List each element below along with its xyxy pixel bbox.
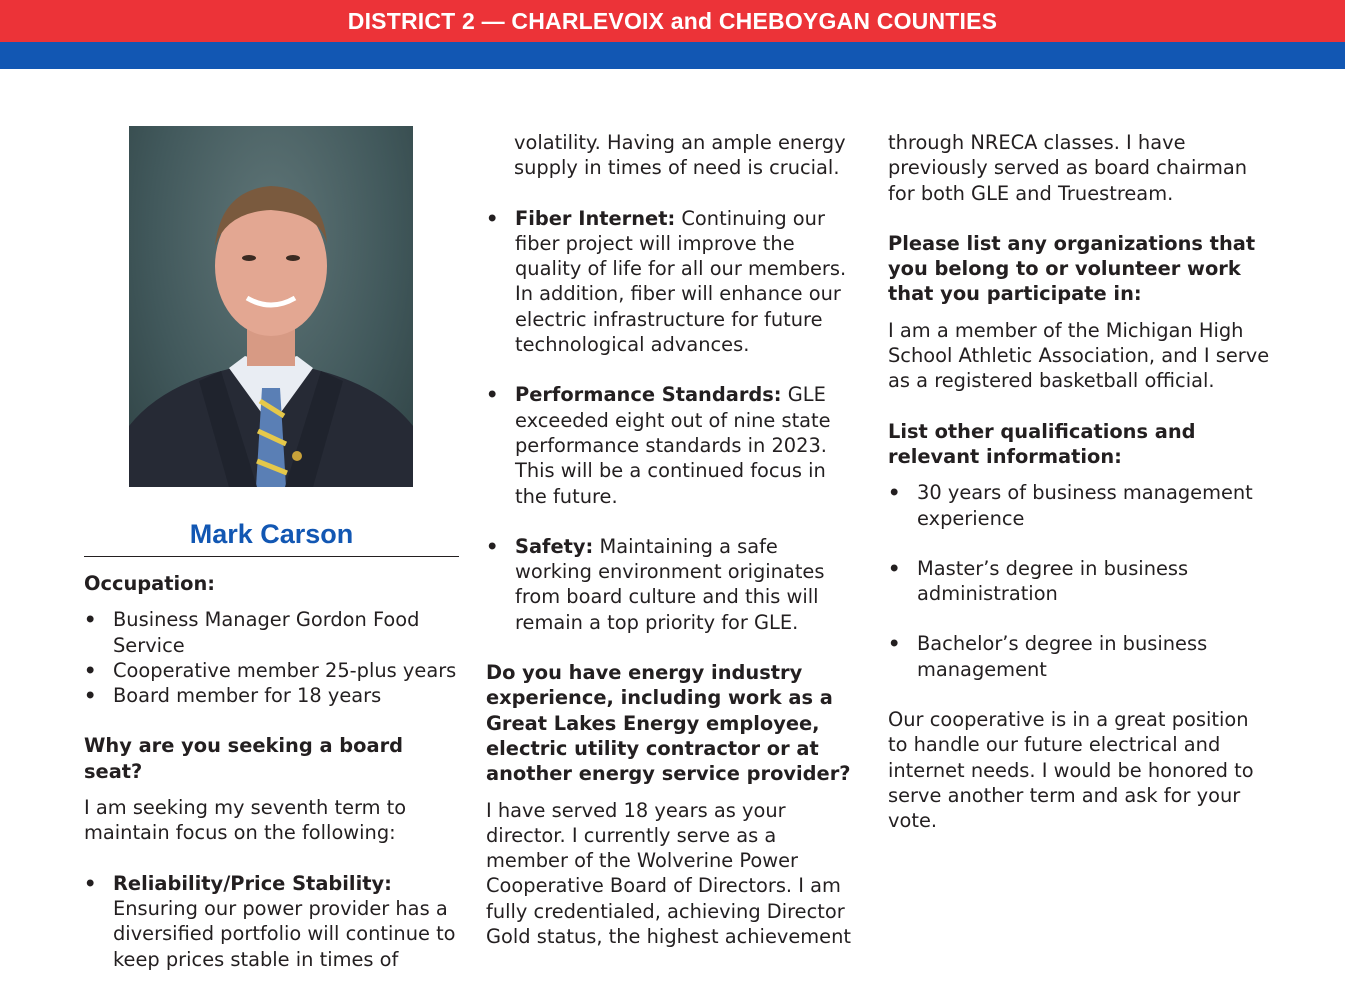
- list-item: • 30 years of business management experience: [888, 481, 1253, 530]
- organizations-heading: Please list any organizations that you belong to or volunteer work that you participate in:: [888, 231, 1256, 306]
- seeking-heading: Why are you seeking a board seat?: [84, 734, 404, 783]
- list-item: • Cooperative member 25-plus years: [84, 658, 457, 682]
- list-item: • Board member for 18 years: [84, 684, 382, 708]
- portrait-illustration: [129, 126, 413, 487]
- qualifications-list: [888, 480, 1273, 682]
- experience-answer-continued: through NRECA classes. I have previously served as board chairman for both GLE and Truestream.: [888, 131, 1248, 205]
- closing-statement: Our cooperative is in a great position to handle our future electrical and internet needs. I would be honored to serve another term and ask for your vote.: [888, 708, 1254, 833]
- priority-list-continued: [486, 206, 858, 635]
- column-2: [486, 130, 858, 949]
- list-item: • Bachelor’s degree in business management: [888, 632, 1208, 681]
- list-item: • Performance Standards: GLE exceeded eight out of nine state performance standards in 2023. This will be a continued focus in the future.: [486, 383, 831, 508]
- candidate-name: Mark Carson: [189, 519, 354, 549]
- list-item: • Safety: Maintaining a safe working environment originates from board culture and this will remain a top priority for GLE.: [486, 534, 825, 634]
- district-title: DISTRICT 2 — CHARLEVOIX and CHEBOYGAN COUNTIES: [347, 7, 998, 34]
- column-3: [888, 130, 1273, 834]
- column-1: [84, 571, 464, 972]
- qualifications-heading: List other qualifications and relevant information:: [888, 419, 1196, 468]
- list-item: • Fiber Internet: Continuing our fiber project will improve the quality of life for all our members. In addition, fiber will enhance our electric infrastructure for future technological advances.: [486, 206, 847, 357]
- list-item: • Reliability/Price Stability: Ensuring our power provider has a diversified portfolio will continue to keep prices stable in times of: [84, 871, 456, 971]
- list-item: • Master’s degree in business administration: [888, 556, 1189, 606]
- experience-heading: Do you have energy industry experience, including work as a Great Lakes Energy employee, electric utility contractor or at another energy service provider?: [486, 661, 851, 786]
- priority-continued: volatility. Having an ample energy supply in times of need is crucial.: [514, 131, 846, 180]
- candidate-photo: [129, 126, 413, 487]
- organizations-answer: I am a member of the Michigan High School Athletic Association, and I serve as a registered basketball official.: [888, 318, 1270, 393]
- occupation-heading: Occupation:: [84, 572, 216, 595]
- list-item: • Business Manager Gordon Food Service: [84, 608, 420, 657]
- banner-stripe: [0, 42, 1345, 69]
- priority-list: [84, 871, 464, 972]
- seeking-intro: I am seeking my seventh term to maintain focus on the following:: [84, 796, 407, 845]
- name-divider: [84, 556, 459, 557]
- experience-answer: I have served 18 years as your director. I currently serve as a member of the Wolverine Power Cooperative Board of Directors. I am fully credentialed, achieving Director Gold status, the highest achievement: [486, 798, 851, 949]
- district-banner: [0, 0, 1345, 42]
- occupation-list: [84, 607, 464, 708]
